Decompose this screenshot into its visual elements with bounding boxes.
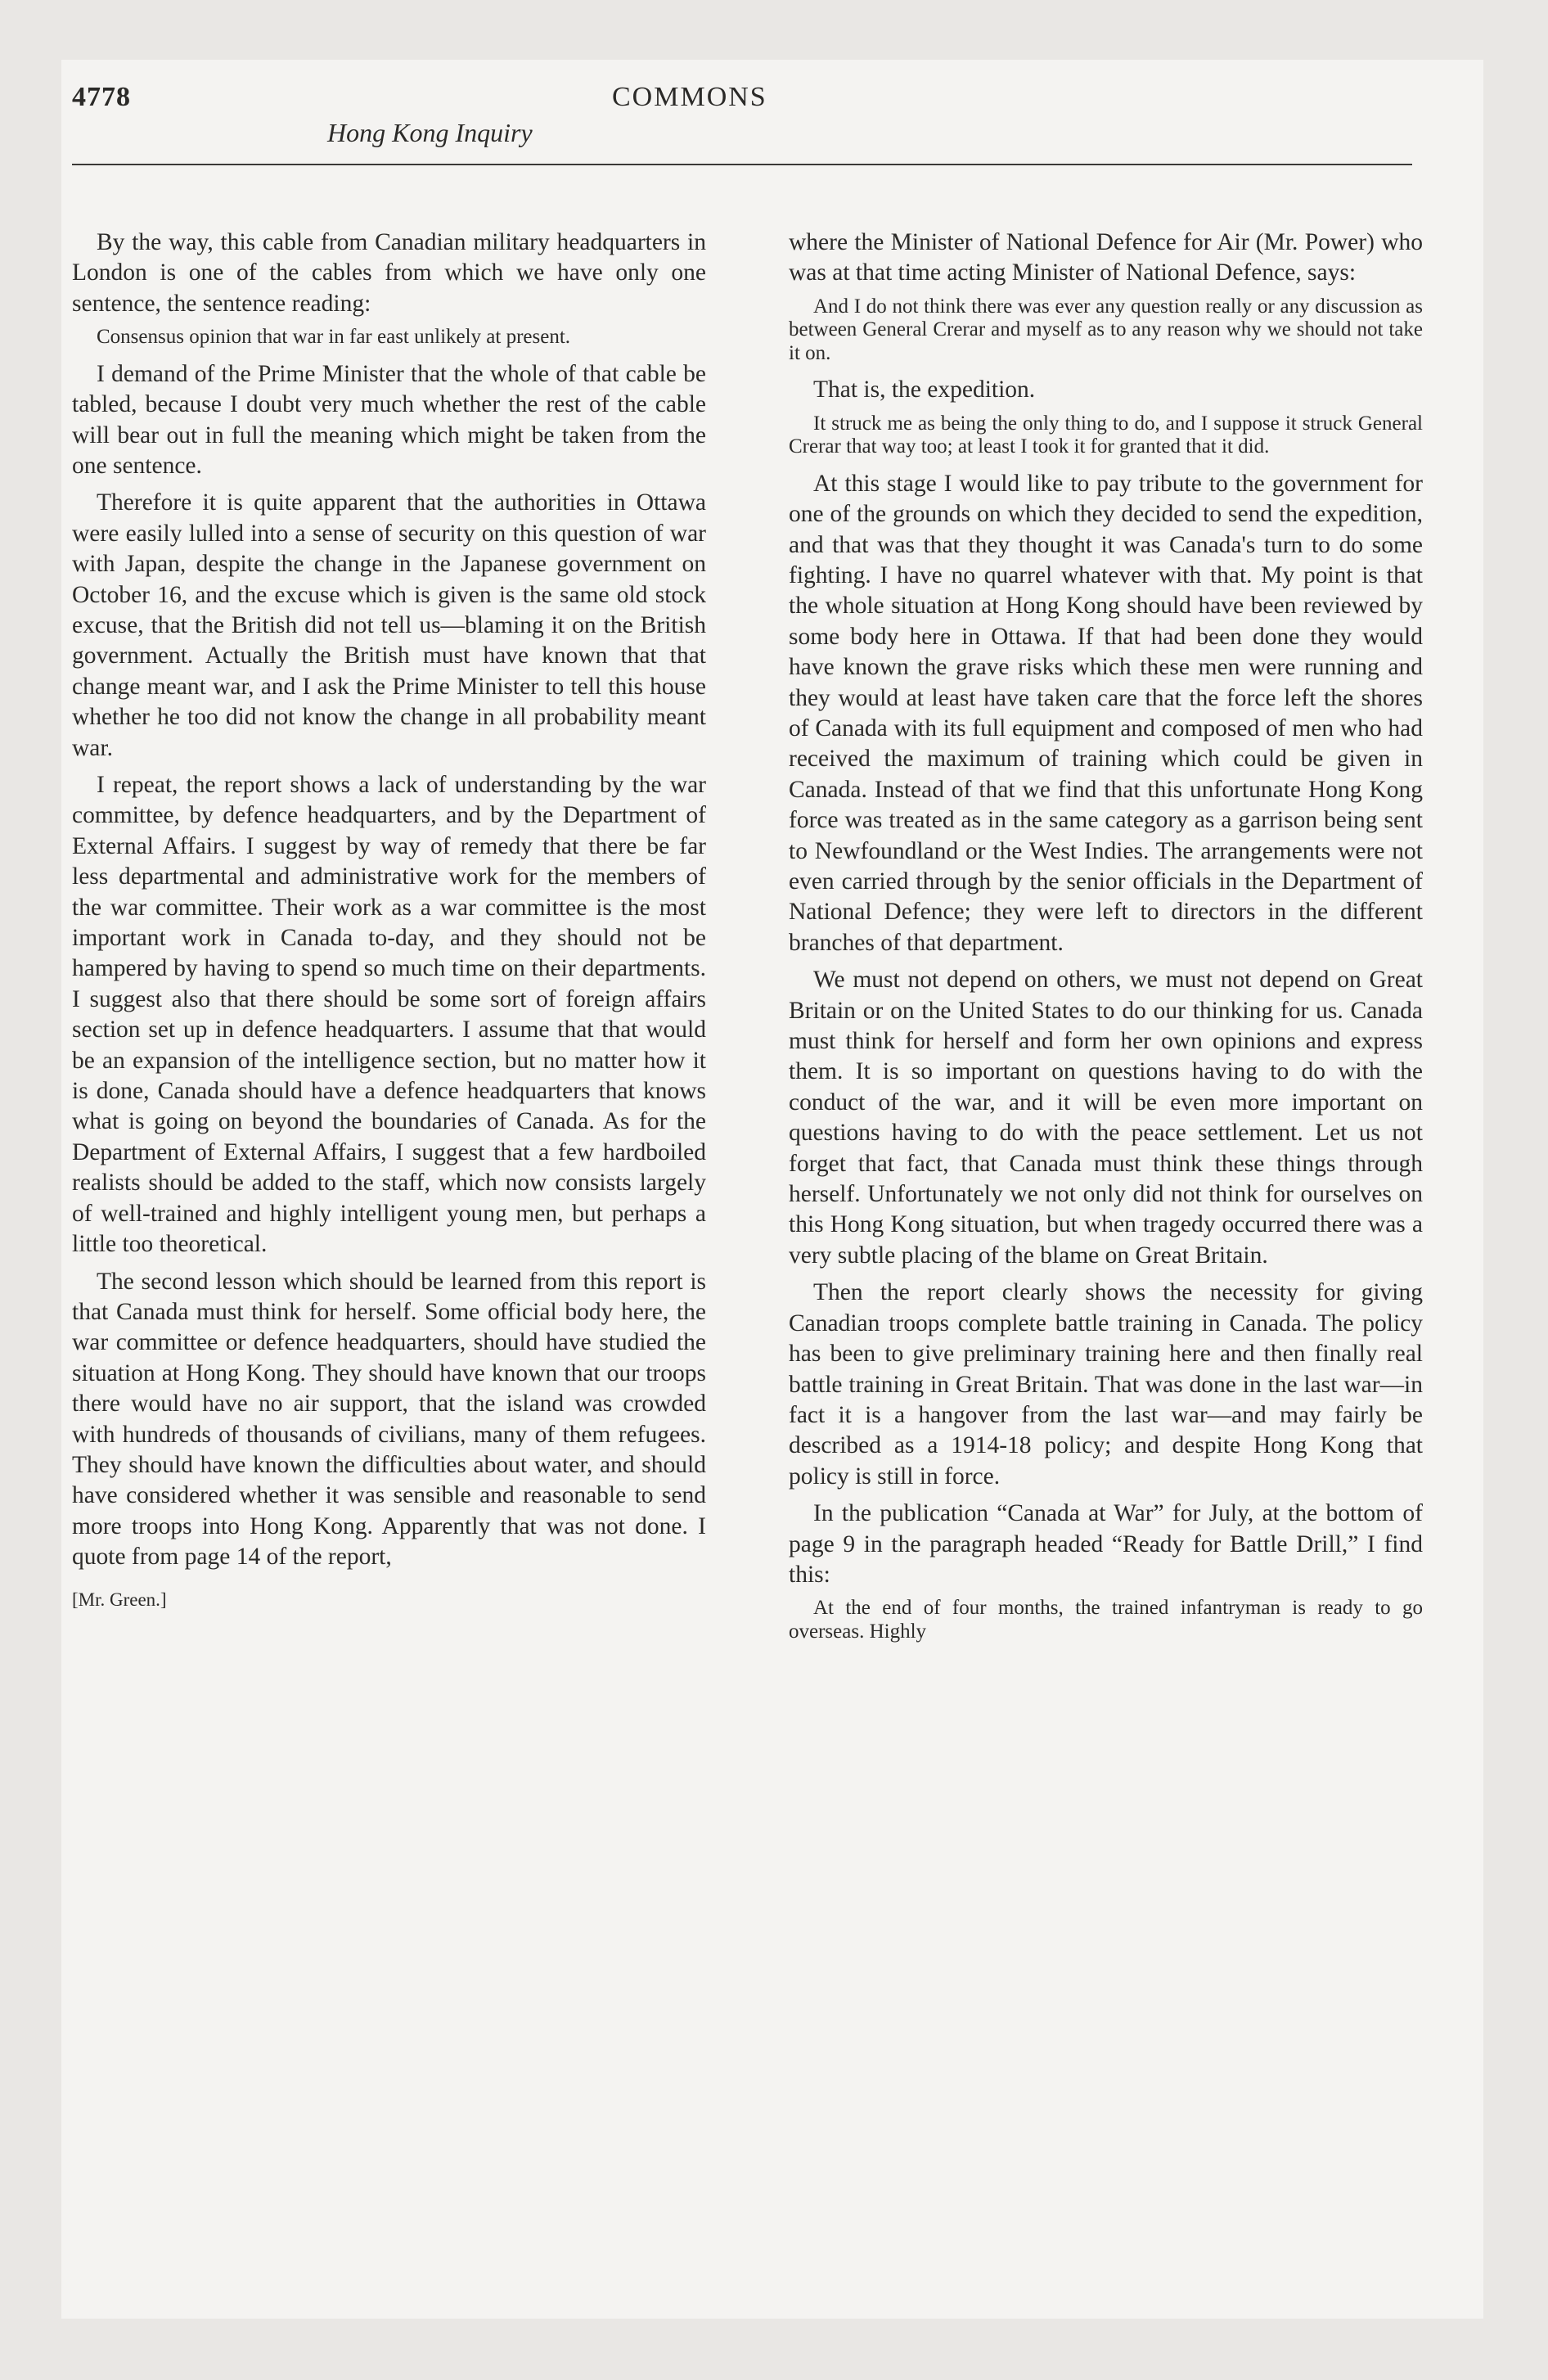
page-header — [72, 82, 1412, 180]
left-column — [72, 228, 706, 1615]
paragraph: The second lesson which should be learned from this report is that Canada must think for herself. Some official body here, the war committee or defence headquarters, should have studied the situation at Hong Kong. They should have known that our troops there would have no air support, that the island was crowded with hundreds of thousands of civilians, many of them refugees. They should have known the difficulties about water, and should have considered whether it was sensible and reasonable to send more troops into Hong Kong. Apparently that was not done. I quote from page 14 of the report, — [72, 1268, 706, 1571]
paragraph: At this stage I would like to pay tribute to the government for one of the grounds on which they decided to send the expedition, and that was that they thought it was Canada's turn to do some fighting. I have no quarrel whatever with that. My point is that the whole situation at Hong Kong should have been reviewed by some body here in Ottawa. If that had been done they would have known the grave risks which these men were running and they would at least have taken care that the force left the shores of Canada with its full equipment and composed of men who had received the maximum of training which could be given in Canada. Instead of that we find that this unfortunate Hong Kong force was treated as in the same category as a garrison being sent to Newfoundland or the West Indies. The arrangements were not even carried through by the senior officials in the Department of National Defence; they were left to directors in the different branches of that department. — [789, 470, 1423, 956]
right-column — [789, 228, 1423, 1653]
speaker-tag: [Mr. Green.] — [72, 1589, 167, 1610]
quotation: And I do not think there was ever any question really or any discussion as between General Crerar and myself as to any reason why we should not take it on. — [789, 295, 1423, 364]
paragraph: Therefore it is quite apparent that the authorities in Ottawa were easily lulled into a sense of security on this question of war with Japan, despite the change in the Japanese government on October 16, and the excuse which is given is the same old stock excuse, that the British did not tell us—blaming it on the British government. Actually the British must have known that that change meant war, and I ask the Prime Minister to tell this house whether he too did not know the change in all probability meant war. — [72, 489, 706, 761]
paragraph: I repeat, the report shows a lack of understanding by the war committee, by defence headquarters, and by the Department of External Affairs. I suggest by way of remedy that there be far less departmental and administrative work for the members of the war committee. Their work as a war committee is the most important work in Canada to-day, and they should not be hampered by having to spend so much time on their departments. I suggest also that there should be some sort of foreign affairs section set up in defence headquarters. I assume that that would be an expansion of the intelligence section, but no matter how it is done, Canada should have a defence headquarters that knows what is going on beyond the boundaries of Canada. As for the Department of External Affairs, I suggest that a few hardboiled realists should be added to the staff, which now consists largely of well-trained and highly intelligent young men, but perhaps a little too theoretical. — [72, 772, 706, 1258]
header-rule — [72, 164, 1412, 165]
quotation: It struck me as being the only thing to do, and I suppose it struck General Crerar that way too; at least I took it for granted that it did. — [789, 412, 1423, 458]
running-title: COMMONS — [612, 82, 767, 112]
paragraph: In the publication “Canada at War” for July, at the bottom of page 9 in the paragraph headed “Ready for Battle Drill,” I find this: — [789, 1500, 1423, 1588]
quotation: At the end of four months, the trained infantryman is ready to go overseas. Highly — [789, 1597, 1423, 1643]
paragraph: By the way, this cable from Canadian military headquarters in London is one of the cables from which we have only one sentence, the sentence reading: — [72, 229, 706, 317]
subject-heading: Hong Kong Inquiry — [327, 118, 533, 147]
page-number: 4778 — [72, 82, 131, 112]
paragraph: We must not depend on others, we must not depend on Great Britain or on the United States to do our thinking for us. Canada must think for herself and form her own opinions and express them. It is so important on questions having to do with the conduct of the war, and it will be even more important on questions having to do with the peace settlement. Let us not forget that fact, that Canada must think these things through herself. Unfortunately we not only did not think for ourselves on this Hong Kong situation, but when tragedy occurred there was a very subtle placing of the blame on Great Britain. — [789, 967, 1423, 1269]
paragraph: That is, the expedition. — [813, 376, 1036, 403]
paragraph: where the Minister of National Defence for Air (Mr. Power) who was at that time acting Minister of National Defence, says: — [789, 229, 1423, 286]
paragraph: Then the report clearly shows the necessity for giving Canadian troops complete battle training in Canada. The policy has been to give preliminary training here and then finally real battle training in Great Britain. That was done in the last war—in fact it is a hangover from the last war—and may fairly be described as a 1914-18 policy; and despite Hong Kong that policy is still in force. — [789, 1279, 1423, 1490]
paragraph: I demand of the Prime Minister that the whole of that cable be tabled, because I doubt very much whether the rest of the cable will bear out in full the meaning which might be taken from the one sentence. — [72, 360, 706, 479]
quotation: Consensus opinion that war in far east unlikely at present. — [97, 326, 571, 349]
